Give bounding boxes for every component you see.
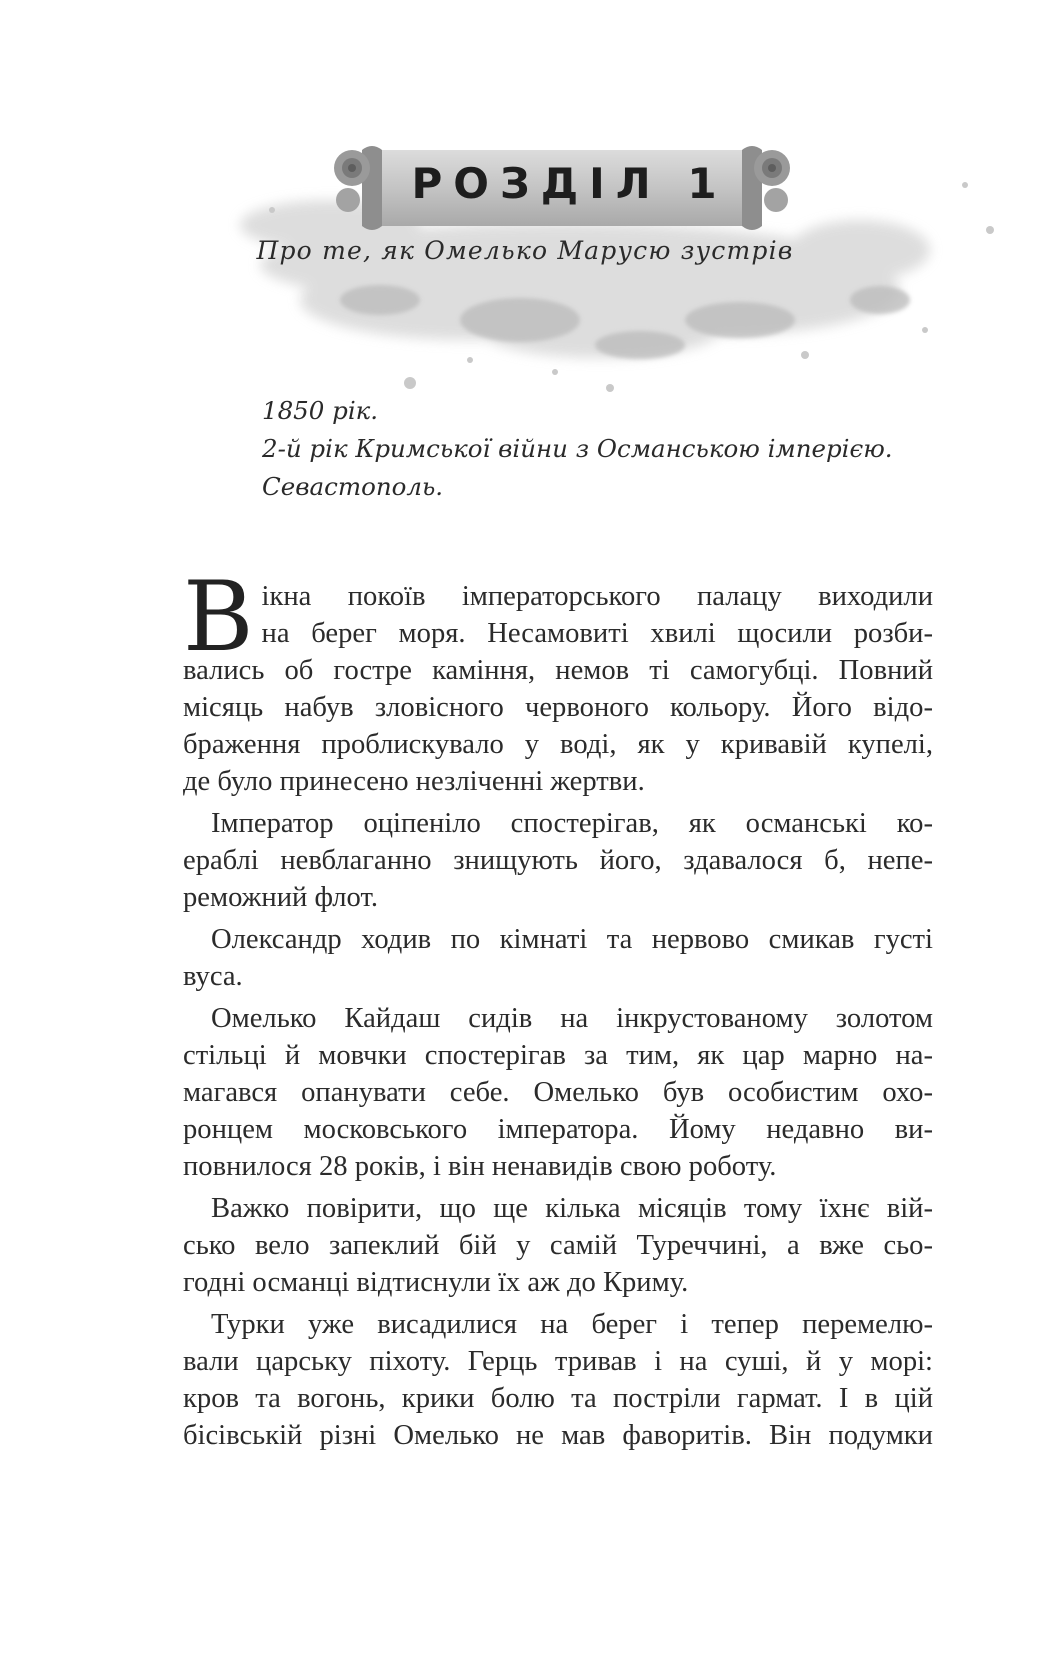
text-line: браження проблискувало у воді, як у кривавій купелі, (183, 729, 933, 760)
text-line: магався опанувати себе. Омелько був особистим охо- (183, 1077, 933, 1108)
text-line: ераблі невблаганно знищують його, здавалося б, непе- (183, 845, 933, 876)
text-line: стільці й мовчки спостерігав за тим, як цар марно на- (183, 1040, 933, 1071)
paragraph (183, 1306, 933, 1454)
paragraph (183, 1190, 933, 1301)
text-line: Омелько Кайдаш сидів на інкрустованому золотом (211, 1003, 933, 1034)
text-line: місяць набув зловісного червоного кольору. Його відо- (183, 692, 933, 723)
epigraph-line: Севастополь. (262, 472, 444, 501)
text-line: кров та вогонь, крики болю та постріли гармат. І в цій (183, 1383, 933, 1414)
epigraph-line: 2-й рік Кримської війни з Османською імперією. (262, 434, 893, 463)
text-line: повнилося 28 років, і він ненавидів свою роботу. (183, 1151, 777, 1182)
text-line: вались об гостре каміння, немов ті самогубці. Повний (183, 655, 933, 686)
paragraph (183, 805, 933, 916)
chapter-body (183, 561, 933, 1454)
text-line: вали царську піхоту. Герць тривав і на суші, й у морі: (183, 1346, 933, 1377)
text-line: Імператор оціпеніло спостерігав, як османські ко- (211, 808, 933, 839)
epigraph (262, 392, 982, 506)
chapter-banner (348, 142, 780, 230)
text-line: годні османці відтиснули їх аж до Криму. (183, 1267, 689, 1298)
text-line: ронцем московського імператора. Йому недавно ви- (183, 1114, 933, 1145)
paragraph (183, 1000, 933, 1185)
text-line: реможний флот. (183, 882, 378, 913)
chapter-title: РОЗДІЛ 1 (411, 159, 728, 208)
text-line: Олександр ходив по кімнаті та нервово смикав густі (211, 924, 933, 955)
epigraph-line: 1850 рік. (262, 396, 379, 425)
text-line: ікна покоїв імператорського палацу виходили (261, 581, 933, 612)
text-line: сько вело запеклий бій у самій Туреччині, а вже сьо- (183, 1230, 933, 1261)
text-line: бісівській різні Омелько не мав фаворитів. Він подумки (183, 1420, 933, 1451)
chapter-subtitle: Про те, як Омелько Марусю зустрів (256, 236, 794, 265)
text-line: на берег моря. Несамовиті хвилі щосили розби- (261, 618, 933, 649)
text-line: вуса. (183, 961, 243, 992)
paragraph (183, 561, 933, 800)
drop-cap: В (183, 561, 254, 673)
paragraph (183, 921, 933, 995)
text-line: Важко повірити, що ще кілька місяців тому їхнє вій- (211, 1193, 933, 1224)
text-line: Турки уже висадилися на берег і тепер перемелю- (211, 1309, 933, 1340)
text-line: де було принесено незліченні жертви. (183, 766, 645, 797)
